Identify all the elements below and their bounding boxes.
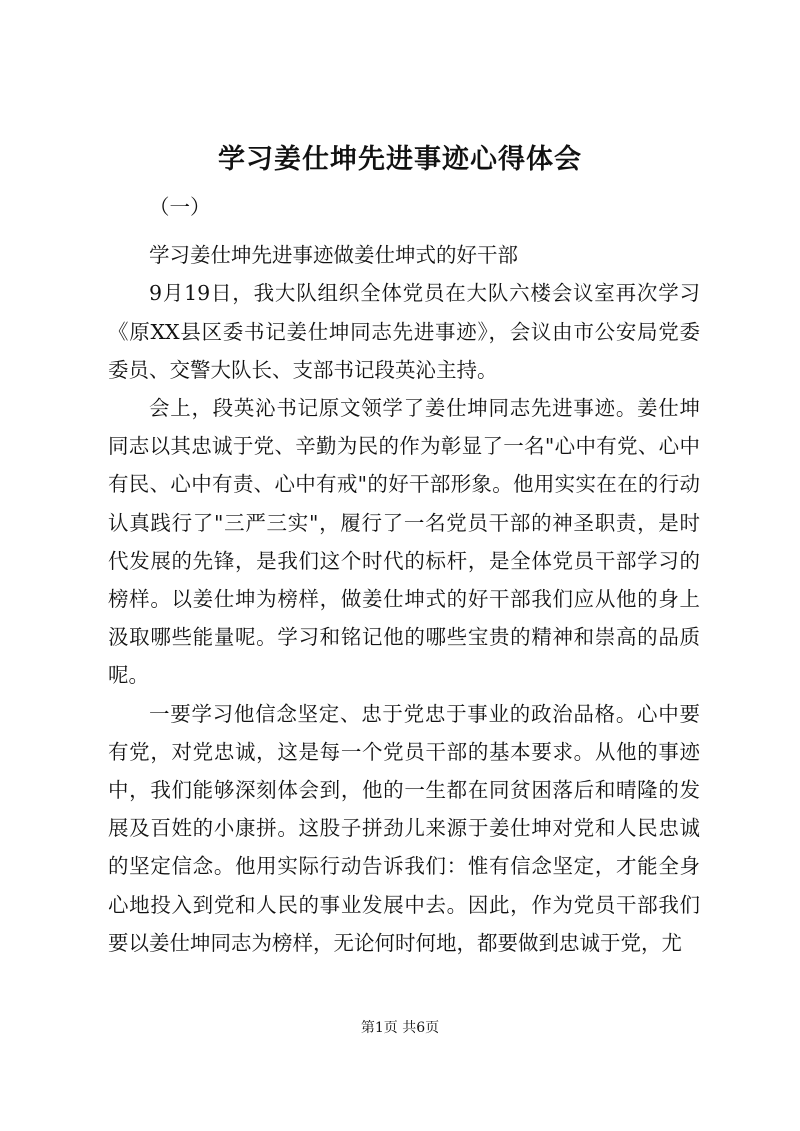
section-number: （一）	[149, 195, 211, 219]
paragraph-subtitle: 学习姜仕坤先进事迹做姜仕坤式的好干部	[149, 243, 518, 268]
document-title: 学习姜仕坤先进事迹心得体会	[218, 144, 582, 175]
document-body	[108, 188, 700, 962]
paragraph: 一要学习他信念坚定、忠于党忠于事业的政治品格。心中要有党，对党忠诚，这是每一个党员干部的基本要求。从他的事迹中，我们能够深刻体会到，他的一生都在同贫困落后和晴隆的发展及百姓的小康拼。这股子拼劲儿来源于姜仕坤对党和人民忠诚的坚定信念。他用实际行动告诉我们：惟有信念坚定，才能全身心地投入到党和人民的事业发展中去。因此，作为党员干部我们要以姜仕坤同志为榜样，无论何时何地，都要做到忠诚于党，尤	[108, 701, 700, 955]
paragraph: 会上，段英沁书记原文领学了姜仕坤同志先进事迹。姜仕坤同志以其忠诚于党、辛勤为民的作为彰显了一名"心中有党、心中有民、心中有责、心中有戒"的好干部形象。他用实实在在的行动认真践行了"三严三实"，履行了一名党员干部的神圣职责，是时代发展的先锋，是我们这个时代的标杆，是全体党员干部学习的榜样。以姜仕坤为榜样，做姜仕坤式的好干部我们应从他的身上汲取哪些能量呢。学习和铭记他的哪些宝贵的精神和崇高的品质呢。	[108, 396, 700, 688]
page-footer: 第1页 共6页	[360, 1020, 440, 1036]
paragraph: 9月19日，我大队组织全体党员在大队六楼会议室再次学习《原XX县区委书记姜仕坤同志先进事迹》，会议由市公安局党委委员、交警大队长、支部书记段英沁主持。	[108, 281, 700, 382]
